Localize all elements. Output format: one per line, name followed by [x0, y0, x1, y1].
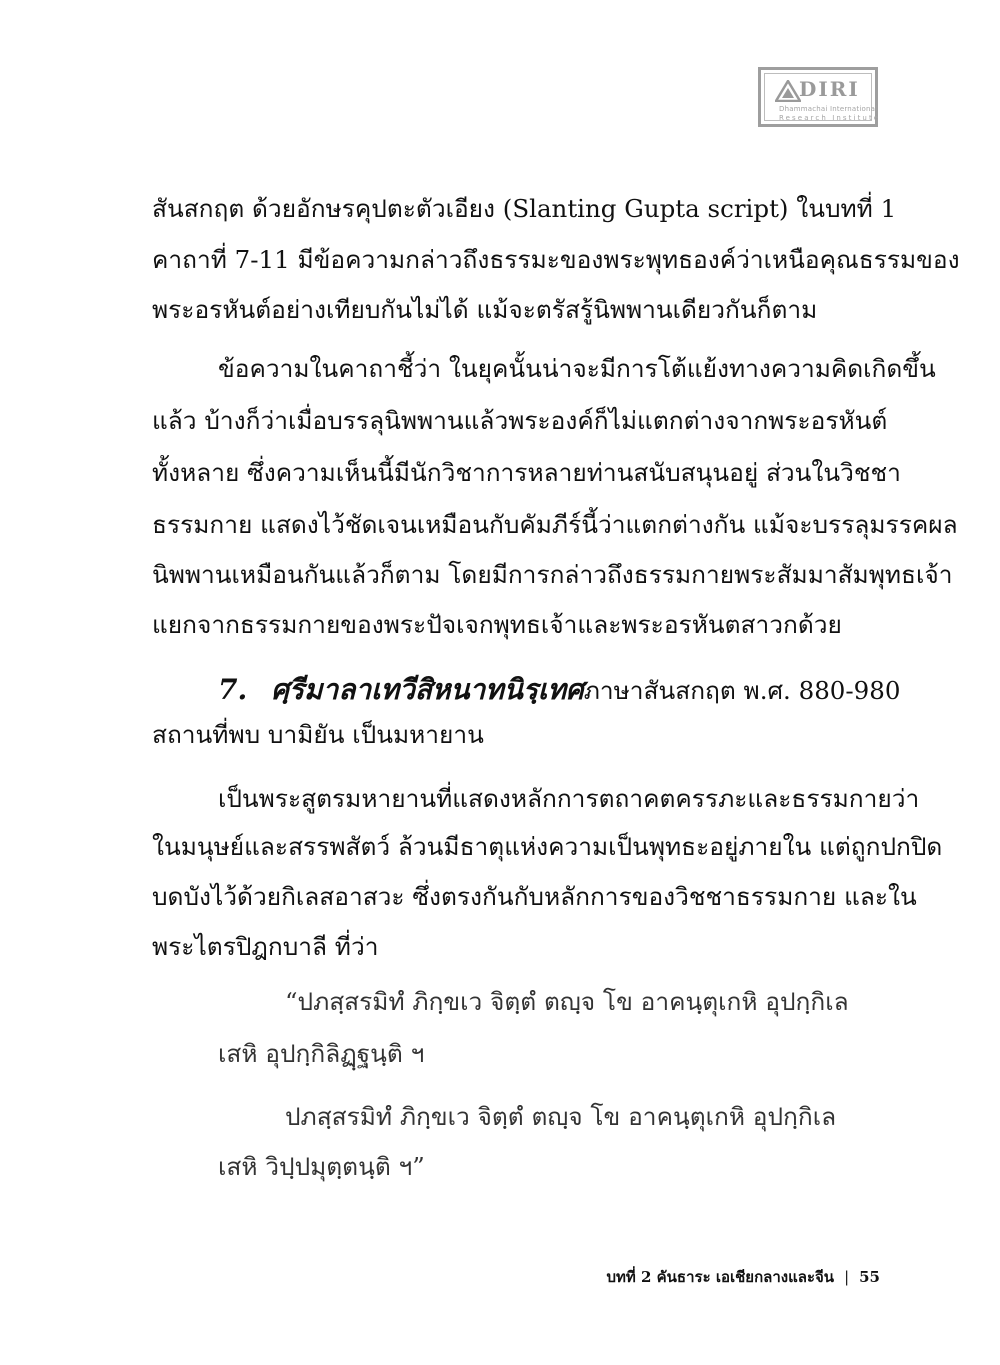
- paragraph-2-line-5: นิพพานเหมือนกันแล้วก็ตาม โดยมีการกล่าวถึงธรรมกายพระสัมมาสัมพุทธเจ้า: [152, 560, 953, 589]
- section-7-heading: [218, 668, 901, 712]
- quote-line-2: เสหิ อุปกฺกิลิฏฺฐนฺติ ฯ: [218, 1039, 425, 1068]
- logo-frame: [764, 73, 881, 122]
- diri-logo: [758, 67, 881, 127]
- section-detail: ภาษาสันสกฤต พ.ศ. 880-980: [583, 676, 901, 705]
- paragraph-3-line-2: ในมนุษย์และสรรพสัตว์ ล้วนมีธาตุแห่งความเป็นพุทธะอยู่ภายใน แต่ถูกปกปิด: [152, 832, 943, 861]
- logo-subtitle-2: Research Institute: [779, 114, 881, 122]
- quote-line-3: ปภสฺสรมิทํ ภิกฺขเว จิตฺตํ ตญฺจ โข อาคนฺตุเกหิ อุปกฺกิเล: [285, 1102, 837, 1131]
- paragraph-1-line-2: คาถาที่ 7-11 มีข้อความกล่าวถึงธรรมะของพระพุทธองค์ว่าเหนือคุณธรรมของ: [152, 245, 960, 274]
- paragraph-1-line-3: พระอรหันต์อย่างเทียบกันไม่ได้ แม้จะตรัสรู้นิพพานเดียวกันก็ตาม: [152, 295, 818, 324]
- section-title: ศฺรีมาลาเทวีสิหนาทนิรฺเทศ: [271, 673, 584, 706]
- paragraph-3-line-3: บดบังไว้ด้วยกิเลสอาสวะ ซึ่งตรงกันกับหลักการของวิชชาธรรมกาย และใน: [152, 882, 917, 911]
- paragraph-2-line-1: ข้อความในคาถาชี้ว่า ในยุคนั้นน่าจะมีการโต้แย้งทางความคิดเกิดขึ้น: [218, 354, 936, 383]
- page-number: 55: [859, 1268, 880, 1286]
- paragraph-2-line-3: ทั้งหลาย ซึ่งความเห็นนี้มีนักวิชาการหลายท่านสนับสนุนอยู่ ส่วนในวิชชา: [152, 458, 901, 487]
- page-footer: [560, 1265, 880, 1289]
- quote-line-1: “ปภสฺสรมิทํ ภิกฺขเว จิตฺตํ ตญฺจ โข อาคนฺตุเกหิ อุปกฺกิเล: [285, 987, 849, 1016]
- paragraph-2-line-4: ธรรมกาย แสดงไว้ชัดเจนเหมือนกับคัมภีร์นี้ว่าแตกต่างกัน แม้จะบรรลุมรรคผล: [152, 510, 958, 539]
- paragraph-2-line-6: แยกจากธรรมกายของพระปัจเจกพุทธเจ้าและพระอรหันตสาวกด้วย: [152, 610, 842, 639]
- logo-subtitle-1: Dhammachai International: [779, 105, 878, 113]
- section-7-location: สถานที่พบ บามิยัน เป็นมหายาน: [152, 720, 484, 749]
- paragraph-3-line-4: พระไตรปิฎกบาลี ที่ว่า: [152, 932, 379, 961]
- quote-line-4: เสหิ วิปฺปมุตฺตนฺติ ฯ”: [218, 1152, 425, 1181]
- footer-separator: |: [844, 1268, 850, 1286]
- footer-chapter: บทที่ 2 คันธาระ เอเชียกลางและจีน: [606, 1268, 835, 1286]
- paragraph-2-line-2: แล้ว บ้างก็ว่าเมื่อบรรลุนิพพานแล้วพระองค์ก็ไม่แตกต่างจากพระอรหันต์: [152, 406, 888, 435]
- paragraph-3-line-1: เป็นพระสูตรมหายานที่แสดงหลักการตถาคตครรภะและธรรมกายว่า: [218, 784, 920, 813]
- section-number: 7.: [218, 673, 248, 706]
- logo-brand: DIRI: [799, 77, 860, 101]
- triangle-emblem-icon: [775, 80, 801, 102]
- paragraph-1-line-1: สันสกฤต ด้วยอักษรคุปตะตัวเอียง (Slanting Gupta script) ในบทที่ 1: [152, 194, 897, 223]
